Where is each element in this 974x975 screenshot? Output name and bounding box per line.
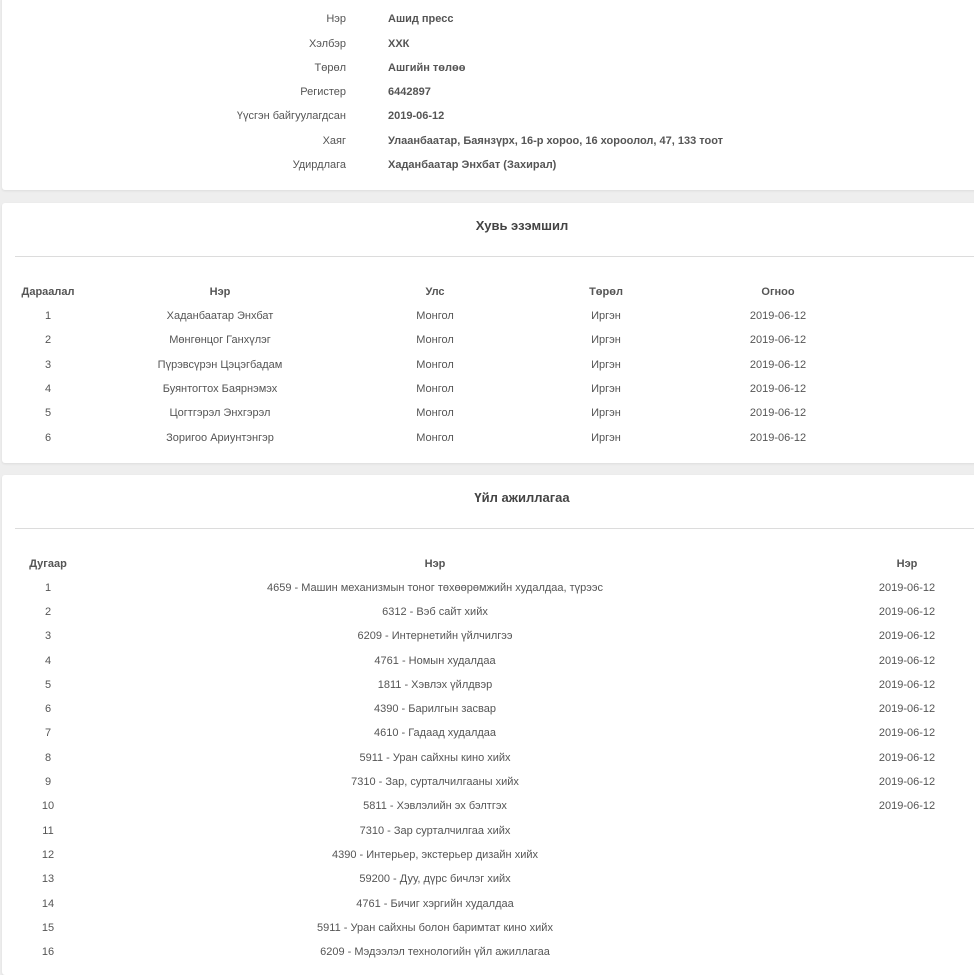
table-row xyxy=(2,776,974,796)
cell-number: 4 xyxy=(44,655,52,667)
info-label: Төрөл xyxy=(314,62,346,74)
cell-number: 3 xyxy=(44,630,52,642)
table-row xyxy=(2,922,974,942)
cell-date: 2019-06-12 xyxy=(878,606,936,618)
ownership-header-row xyxy=(2,286,974,306)
cell-date: 2019-06-12 xyxy=(749,407,807,419)
cell-country: Монгол xyxy=(416,432,454,444)
cell-name: Зоригоо Ариунтэнгэр xyxy=(166,432,274,444)
cell-country: Монгол xyxy=(416,383,454,395)
cell-date: 2019-06-12 xyxy=(749,359,807,371)
cell-name: Цогтгэрэл Энхгэрэл xyxy=(169,407,271,419)
cell-activity: 1811 - Хэвлэх үйлдвэр xyxy=(377,679,493,691)
cell-order: 6 xyxy=(44,432,52,444)
info-row-address xyxy=(2,135,974,155)
cell-date: 2019-06-12 xyxy=(878,800,936,812)
cell-name: Хаданбаатар Энхбат xyxy=(166,310,274,322)
cell-activity: 4761 - Бичиг хэргийн худалдаа xyxy=(356,898,514,910)
cell-number: 8 xyxy=(44,752,52,764)
info-value: 2019-06-12 xyxy=(388,110,445,122)
table-row xyxy=(2,334,974,354)
cell-activity: 4761 - Номын худалдаа xyxy=(374,655,496,667)
ownership-title: Хувь эзэмшил xyxy=(475,218,569,233)
table-row xyxy=(2,407,974,427)
divider xyxy=(15,528,974,529)
cell-country: Монгол xyxy=(416,407,454,419)
cell-country: Монгол xyxy=(416,359,454,371)
cell-date: 2019-06-12 xyxy=(878,630,936,642)
cell-activity: 4659 - Машин механизмын тоног төхөөрөмжийн худалдаа, түрээс xyxy=(266,582,604,594)
cell-order: 2 xyxy=(44,334,52,346)
cell-number: 1 xyxy=(44,582,52,594)
cell-country: Монгол xyxy=(416,334,454,346)
cell-date: 2019-06-12 xyxy=(878,752,936,764)
ownership-card xyxy=(2,203,974,463)
cell-number: 2 xyxy=(44,606,52,618)
cell-country: Монгол xyxy=(416,310,454,322)
col-header-country: Улс xyxy=(425,286,445,298)
cell-date: 2019-06-12 xyxy=(749,383,807,395)
cell-activity: 5811 - Хэвлэлийн эх бэлтгэх xyxy=(363,800,507,812)
table-row xyxy=(2,752,974,772)
col-header-name: Нэр xyxy=(209,286,231,298)
col-header-date: Нэр xyxy=(896,558,918,570)
info-value: 6442897 xyxy=(388,86,431,98)
cell-date: 2019-06-12 xyxy=(749,310,807,322)
info-label: Регистер xyxy=(300,86,346,98)
cell-type: Иргэн xyxy=(591,359,621,371)
info-label: Хаяг xyxy=(322,135,346,147)
info-value: Хаданбаатар Энхбат (Захирал) xyxy=(388,159,557,171)
activities-card xyxy=(2,475,974,975)
cell-activity: 6209 - Интернетийн үйлчилгээ xyxy=(357,630,513,642)
cell-date: 2019-06-12 xyxy=(878,727,936,739)
col-header-date: Огноо xyxy=(761,286,795,298)
cell-activity: 7310 - Зар, сурталчилгааны хийх xyxy=(351,776,519,788)
cell-activity: 7310 - Зар сурталчилгаа хийх xyxy=(359,825,511,837)
cell-date: 2019-06-12 xyxy=(878,679,936,691)
info-value: Ашид пресс xyxy=(388,13,454,25)
table-row xyxy=(2,606,974,626)
table-row xyxy=(2,655,974,675)
cell-activity: 59200 - Дуу, дүрс бичлэг хийх xyxy=(359,873,511,885)
info-row-name xyxy=(2,13,974,33)
table-row xyxy=(2,310,974,330)
company-info-card xyxy=(2,0,974,190)
cell-number: 9 xyxy=(44,776,52,788)
cell-number: 15 xyxy=(41,922,55,934)
cell-number: 5 xyxy=(44,679,52,691)
activities-title: Үйл ажиллагаа xyxy=(474,490,570,505)
info-row-register xyxy=(2,86,974,106)
table-row xyxy=(2,679,974,699)
activities-header-row xyxy=(2,558,974,578)
info-label: Үүсгэн байгуулагдсан xyxy=(236,110,346,122)
info-row-type xyxy=(2,62,974,82)
col-header-type: Төрөл xyxy=(589,286,623,298)
cell-date: 2019-06-12 xyxy=(878,655,936,667)
divider xyxy=(15,256,974,257)
cell-activity: 4390 - Барилгын засвар xyxy=(374,703,496,715)
cell-type: Иргэн xyxy=(591,334,621,346)
cell-activity: 5911 - Уран сайхны болон баримтат кино хийх xyxy=(317,922,553,934)
cell-activity: 6312 - Вэб сайт хийх xyxy=(382,606,488,618)
table-row xyxy=(2,946,974,966)
table-row xyxy=(2,898,974,918)
table-row xyxy=(2,849,974,869)
table-row xyxy=(2,432,974,452)
cell-activity: 5911 - Уран сайхны кино хийх xyxy=(359,752,511,764)
cell-order: 5 xyxy=(44,407,52,419)
cell-type: Иргэн xyxy=(591,310,621,322)
col-header-number: Дугаар xyxy=(29,558,67,570)
cell-number: 10 xyxy=(41,800,55,812)
table-row xyxy=(2,383,974,403)
cell-type: Иргэн xyxy=(591,432,621,444)
cell-type: Иргэн xyxy=(591,407,621,419)
info-label: Хэлбэр xyxy=(308,38,346,50)
cell-activity: 6209 - Мэдээлэл технологийн үйл ажиллагаа xyxy=(320,946,550,958)
info-label: Удирдлага xyxy=(292,159,346,171)
cell-number: 7 xyxy=(44,727,52,739)
table-row xyxy=(2,703,974,723)
cell-date: 2019-06-12 xyxy=(878,703,936,715)
cell-number: 16 xyxy=(41,946,55,958)
table-row xyxy=(2,873,974,893)
cell-name: Пүрэвсүрэн Цэцэгбадам xyxy=(157,359,283,371)
cell-type: Иргэн xyxy=(591,383,621,395)
table-row xyxy=(2,800,974,820)
cell-number: 14 xyxy=(41,898,55,910)
table-row xyxy=(2,727,974,747)
info-label: Нэр xyxy=(326,13,346,25)
info-row-founded xyxy=(2,110,974,130)
cell-number: 11 xyxy=(42,825,54,837)
info-value: Улаанбаатар, Баянзүрх, 16-р хороо, 16 хороолол, 47, 133 тоот xyxy=(388,135,724,147)
table-row xyxy=(2,630,974,650)
cell-name: Буянтогтох Баярнэмэх xyxy=(162,383,278,395)
table-row xyxy=(2,582,974,602)
info-row-form xyxy=(2,38,974,58)
cell-date: 2019-06-12 xyxy=(878,582,936,594)
col-header-order: Дараалал xyxy=(21,286,75,298)
cell-name: Мөнгөнцог Ганхүлэг xyxy=(169,334,271,346)
cell-date: 2019-06-12 xyxy=(749,334,807,346)
cell-order: 3 xyxy=(44,359,52,371)
table-row xyxy=(2,359,974,379)
info-value: ХХК xyxy=(388,38,410,50)
cell-number: 13 xyxy=(41,873,55,885)
cell-number: 6 xyxy=(44,703,52,715)
cell-number: 12 xyxy=(41,849,55,861)
cell-order: 4 xyxy=(44,383,52,395)
cell-date: 2019-06-12 xyxy=(749,432,807,444)
cell-activity: 4610 - Гадаад худалдаа xyxy=(373,727,497,739)
info-row-management xyxy=(2,159,974,179)
table-row xyxy=(2,825,974,845)
cell-activity: 4390 - Интерьер, экстерьер дизайн хийх xyxy=(332,849,538,861)
info-value: Ашгийн төлөө xyxy=(388,62,466,74)
cell-order: 1 xyxy=(44,310,52,322)
col-header-name: Нэр xyxy=(424,558,446,570)
cell-date: 2019-06-12 xyxy=(878,776,936,788)
